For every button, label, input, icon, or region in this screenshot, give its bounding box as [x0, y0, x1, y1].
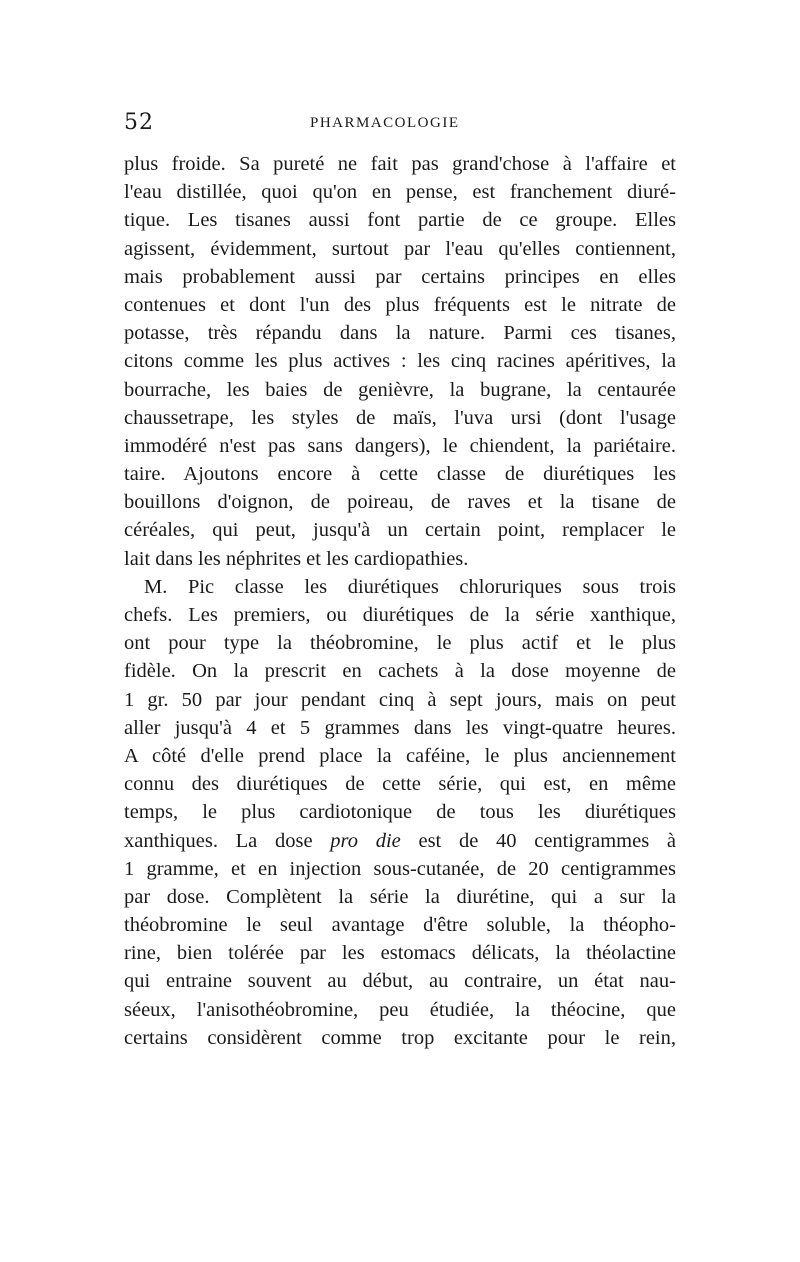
body-text: [124, 150, 676, 1052]
text-line: immodéré n'est pas sans dangers), le chiendent, la pariétaire.: [124, 434, 676, 457]
italic-phrase: pro die: [330, 829, 401, 852]
text-line: contenues et dont l'un des plus fréquents est le nitrate de: [124, 293, 676, 316]
page-header: [124, 108, 676, 138]
text-line: certains considèrent comme trop excitante pour le rein,: [124, 1026, 676, 1049]
text-line: temps, le plus cardiotonique de tous les diurétiques: [124, 801, 676, 824]
text-line: bouillons d'oignon, de poireau, de raves et la tisane de: [124, 491, 676, 514]
text-line: chaussetrape, les styles de maïs, l'uva ursi (dont l'usage: [124, 406, 676, 429]
text-line: céréales, qui peut, jusqu'à un certain point, remplacer le: [124, 519, 676, 542]
text-line: M. Pic classe les diurétiques chloruriques sous trois: [144, 575, 676, 598]
paragraph: [124, 150, 676, 573]
text-line: potasse, très répandu dans la nature. Parmi ces tisanes,: [124, 322, 676, 345]
text-line: agissent, évidemment, surtout par l'eau qu'elles contiennent,: [124, 237, 676, 260]
text-line: l'eau distillée, quoi qu'on en pense, est franchement diuré-: [124, 181, 676, 204]
text-line: mais probablement aussi par certains principes en elles: [124, 265, 676, 288]
text-line: connu des diurétiques de cette série, qui est, en même: [124, 773, 676, 796]
running-head: PHARMACOLOGIE: [310, 115, 460, 131]
text-line: 1 gramme, et en injection sous-cutanée, de 20 centigrammes: [124, 857, 676, 880]
text-line: xanthiques. La dose pro die est de 40 centigrammes à: [124, 829, 677, 852]
text-line: fidèle. On la prescrit en cachets à la dose moyenne de: [124, 660, 676, 683]
text-line: rine, bien tolérée par les estomacs délicats, la théolactine: [124, 942, 676, 965]
text-line: qui entraine souvent au début, au contraire, un état nau-: [124, 970, 676, 993]
text-line: chefs. Les premiers, ou diurétiques de la série xanthique,: [124, 604, 676, 626]
text-line: aller jusqu'à 4 et 5 grammes dans les vingt-quatre heures.: [124, 716, 676, 739]
text-line: 1 gr. 50 par jour pendant cinq à sept jours, mais on peut: [124, 688, 676, 711]
text-line: bourrache, les baies de genièvre, la bugrane, la centaurée: [124, 378, 676, 401]
text-line: ont pour type la théobromine, le plus actif et le plus: [124, 632, 676, 655]
text-line: tique. Les tisanes aussi font partie de ce groupe. Elles: [124, 209, 676, 232]
page-number: 52: [124, 110, 154, 135]
text-line: A côté d'elle prend place la caféine, le plus anciennement: [124, 744, 676, 767]
text-line: théobromine le seul avantage d'être soluble, la théopho-: [124, 914, 676, 937]
paragraph: [124, 573, 676, 1052]
text-line: séeux, l'anisothéobromine, peu étudiée, la théocine, que: [124, 998, 676, 1021]
text-line: plus froide. Sa pureté ne fait pas grand'chose à l'affaire et: [124, 153, 676, 175]
text-line: taire. Ajoutons encore à cette classe de diurétiques les: [124, 463, 676, 486]
text-line: citons comme les plus actives : les cinq racines apéritives, la: [124, 350, 676, 373]
text-line: par dose. Complètent la série la diurétine, qui a sur la: [124, 885, 676, 908]
text-line: lait dans les néphrites et les cardiopathies.: [124, 547, 469, 570]
